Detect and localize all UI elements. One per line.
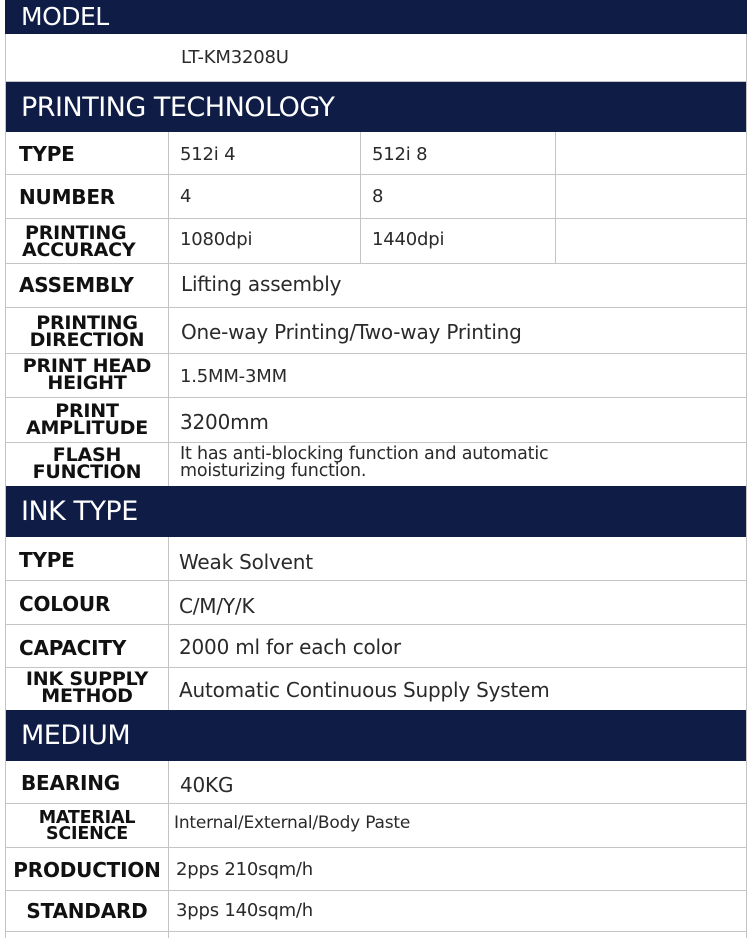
grid-line <box>360 132 361 264</box>
medium-material-label-line1: MATERIAL <box>38 807 136 828</box>
pt-flash-value-line2: moisturizing function. <box>180 460 367 481</box>
pt-head-height-value: 1.5MM-3MM <box>180 365 287 387</box>
printing-technology-header-text: PRINTING TECHNOLOGY <box>21 91 335 123</box>
pt-assembly-label: ASSEMBLY <box>19 272 134 297</box>
grid-line <box>5 218 747 219</box>
ink-type-header-text: INK TYPE <box>21 496 138 527</box>
ink-supply-label-line2: METHOD <box>41 685 133 707</box>
pt-accuracy-label-line1: PRINTING <box>25 221 127 244</box>
ink-capacity-label: CAPACITY <box>19 635 127 660</box>
ink-type-header <box>5 486 747 537</box>
pt-direction-label-line2: DIRECTION <box>29 329 145 351</box>
pt-head-height-label <box>6 354 168 396</box>
grid-line <box>5 174 747 175</box>
medium-header <box>5 710 747 761</box>
pt-flash-value-line1: It has anti-blocking function and automatic <box>180 444 549 464</box>
grid-line <box>5 397 747 398</box>
pt-number-label: NUMBER <box>19 184 115 209</box>
medium-material-value: Internal/External/Body Paste <box>174 813 411 833</box>
pt-accuracy-label <box>6 220 168 264</box>
grid-line <box>168 132 169 486</box>
pt-amplitude-label <box>6 399 168 441</box>
grid-line <box>5 803 747 804</box>
ink-colour-value: C/M/Y/K <box>179 594 255 618</box>
pt-direction-label <box>6 310 168 354</box>
ink-supply-label <box>6 667 168 709</box>
grid-line <box>5 624 747 625</box>
model-header <box>5 0 747 34</box>
pt-flash-value <box>180 442 740 486</box>
ink-supply-label-line1: INK SUPPLY <box>25 667 149 690</box>
pt-amplitude-label-line1: PRINT <box>55 399 119 422</box>
ink-type-value: Weak Solvent <box>179 550 313 574</box>
grid-line <box>5 890 747 891</box>
model-value: LT-KM3208U <box>181 46 289 68</box>
pt-type-value-1: 512i 4 <box>180 143 236 165</box>
pt-accuracy-label-line2: ACCURACY <box>22 239 136 261</box>
pt-amplitude-label-line2: AMPLITUDE <box>25 417 149 439</box>
pt-number-value-2: 8 <box>372 185 384 207</box>
medium-header-text: MEDIUM <box>21 720 131 751</box>
medium-material-label <box>6 805 168 847</box>
pt-number-value-1: 4 <box>180 185 192 207</box>
grid-line <box>5 353 747 354</box>
pt-amplitude-value: 3200mm <box>180 410 269 434</box>
grid-line <box>5 847 747 848</box>
grid-line <box>5 667 747 668</box>
grid-line <box>555 132 556 264</box>
medium-production-label: PRODUCTION <box>13 857 161 882</box>
pt-type-label: TYPE <box>19 141 75 166</box>
pt-head-height-label-line2: HEIGHT <box>47 372 127 394</box>
pt-flash-label-line1: FLASH <box>52 443 122 466</box>
pt-flash-label-line2: FUNCTION <box>32 461 142 483</box>
medium-standard-value: 3pps 140sqm/h <box>176 899 313 921</box>
grid-line <box>5 81 747 82</box>
pt-assembly-value: Lifting assembly <box>181 272 342 296</box>
pt-type-value-2: 512i 8 <box>372 143 428 165</box>
medium-standard-label: STANDARD <box>26 898 148 923</box>
model-header-text: MODEL <box>21 1 109 31</box>
ink-type-label: TYPE <box>19 547 75 572</box>
medium-material-label-line2: SCIENCE <box>46 824 128 844</box>
grid-line <box>5 580 747 581</box>
medium-bearing-value: 40KG <box>180 773 234 797</box>
ink-colour-label: COLOUR <box>19 591 111 616</box>
ink-capacity-value: 2000 ml for each color <box>179 635 401 659</box>
ink-supply-value: Automatic Continuous Supply System <box>179 678 550 702</box>
grid-line <box>168 761 169 938</box>
grid-line <box>5 263 747 264</box>
grid-line <box>5 442 747 443</box>
pt-accuracy-value-2: 1440dpi <box>372 228 445 250</box>
pt-accuracy-value-1: 1080dpi <box>180 228 253 250</box>
pt-head-height-label-line1: PRINT HEAD <box>22 354 152 377</box>
pt-direction-value: One-way Printing/Two-way Printing <box>181 320 522 344</box>
pt-direction-label-line1: PRINTING <box>36 311 138 334</box>
medium-bearing-label: BEARING <box>21 770 120 795</box>
printing-technology-header <box>5 82 747 132</box>
grid-line <box>5 931 747 932</box>
grid-line <box>5 307 747 308</box>
pt-flash-label <box>6 443 168 485</box>
medium-production-value: 2pps 210sqm/h <box>176 858 313 880</box>
